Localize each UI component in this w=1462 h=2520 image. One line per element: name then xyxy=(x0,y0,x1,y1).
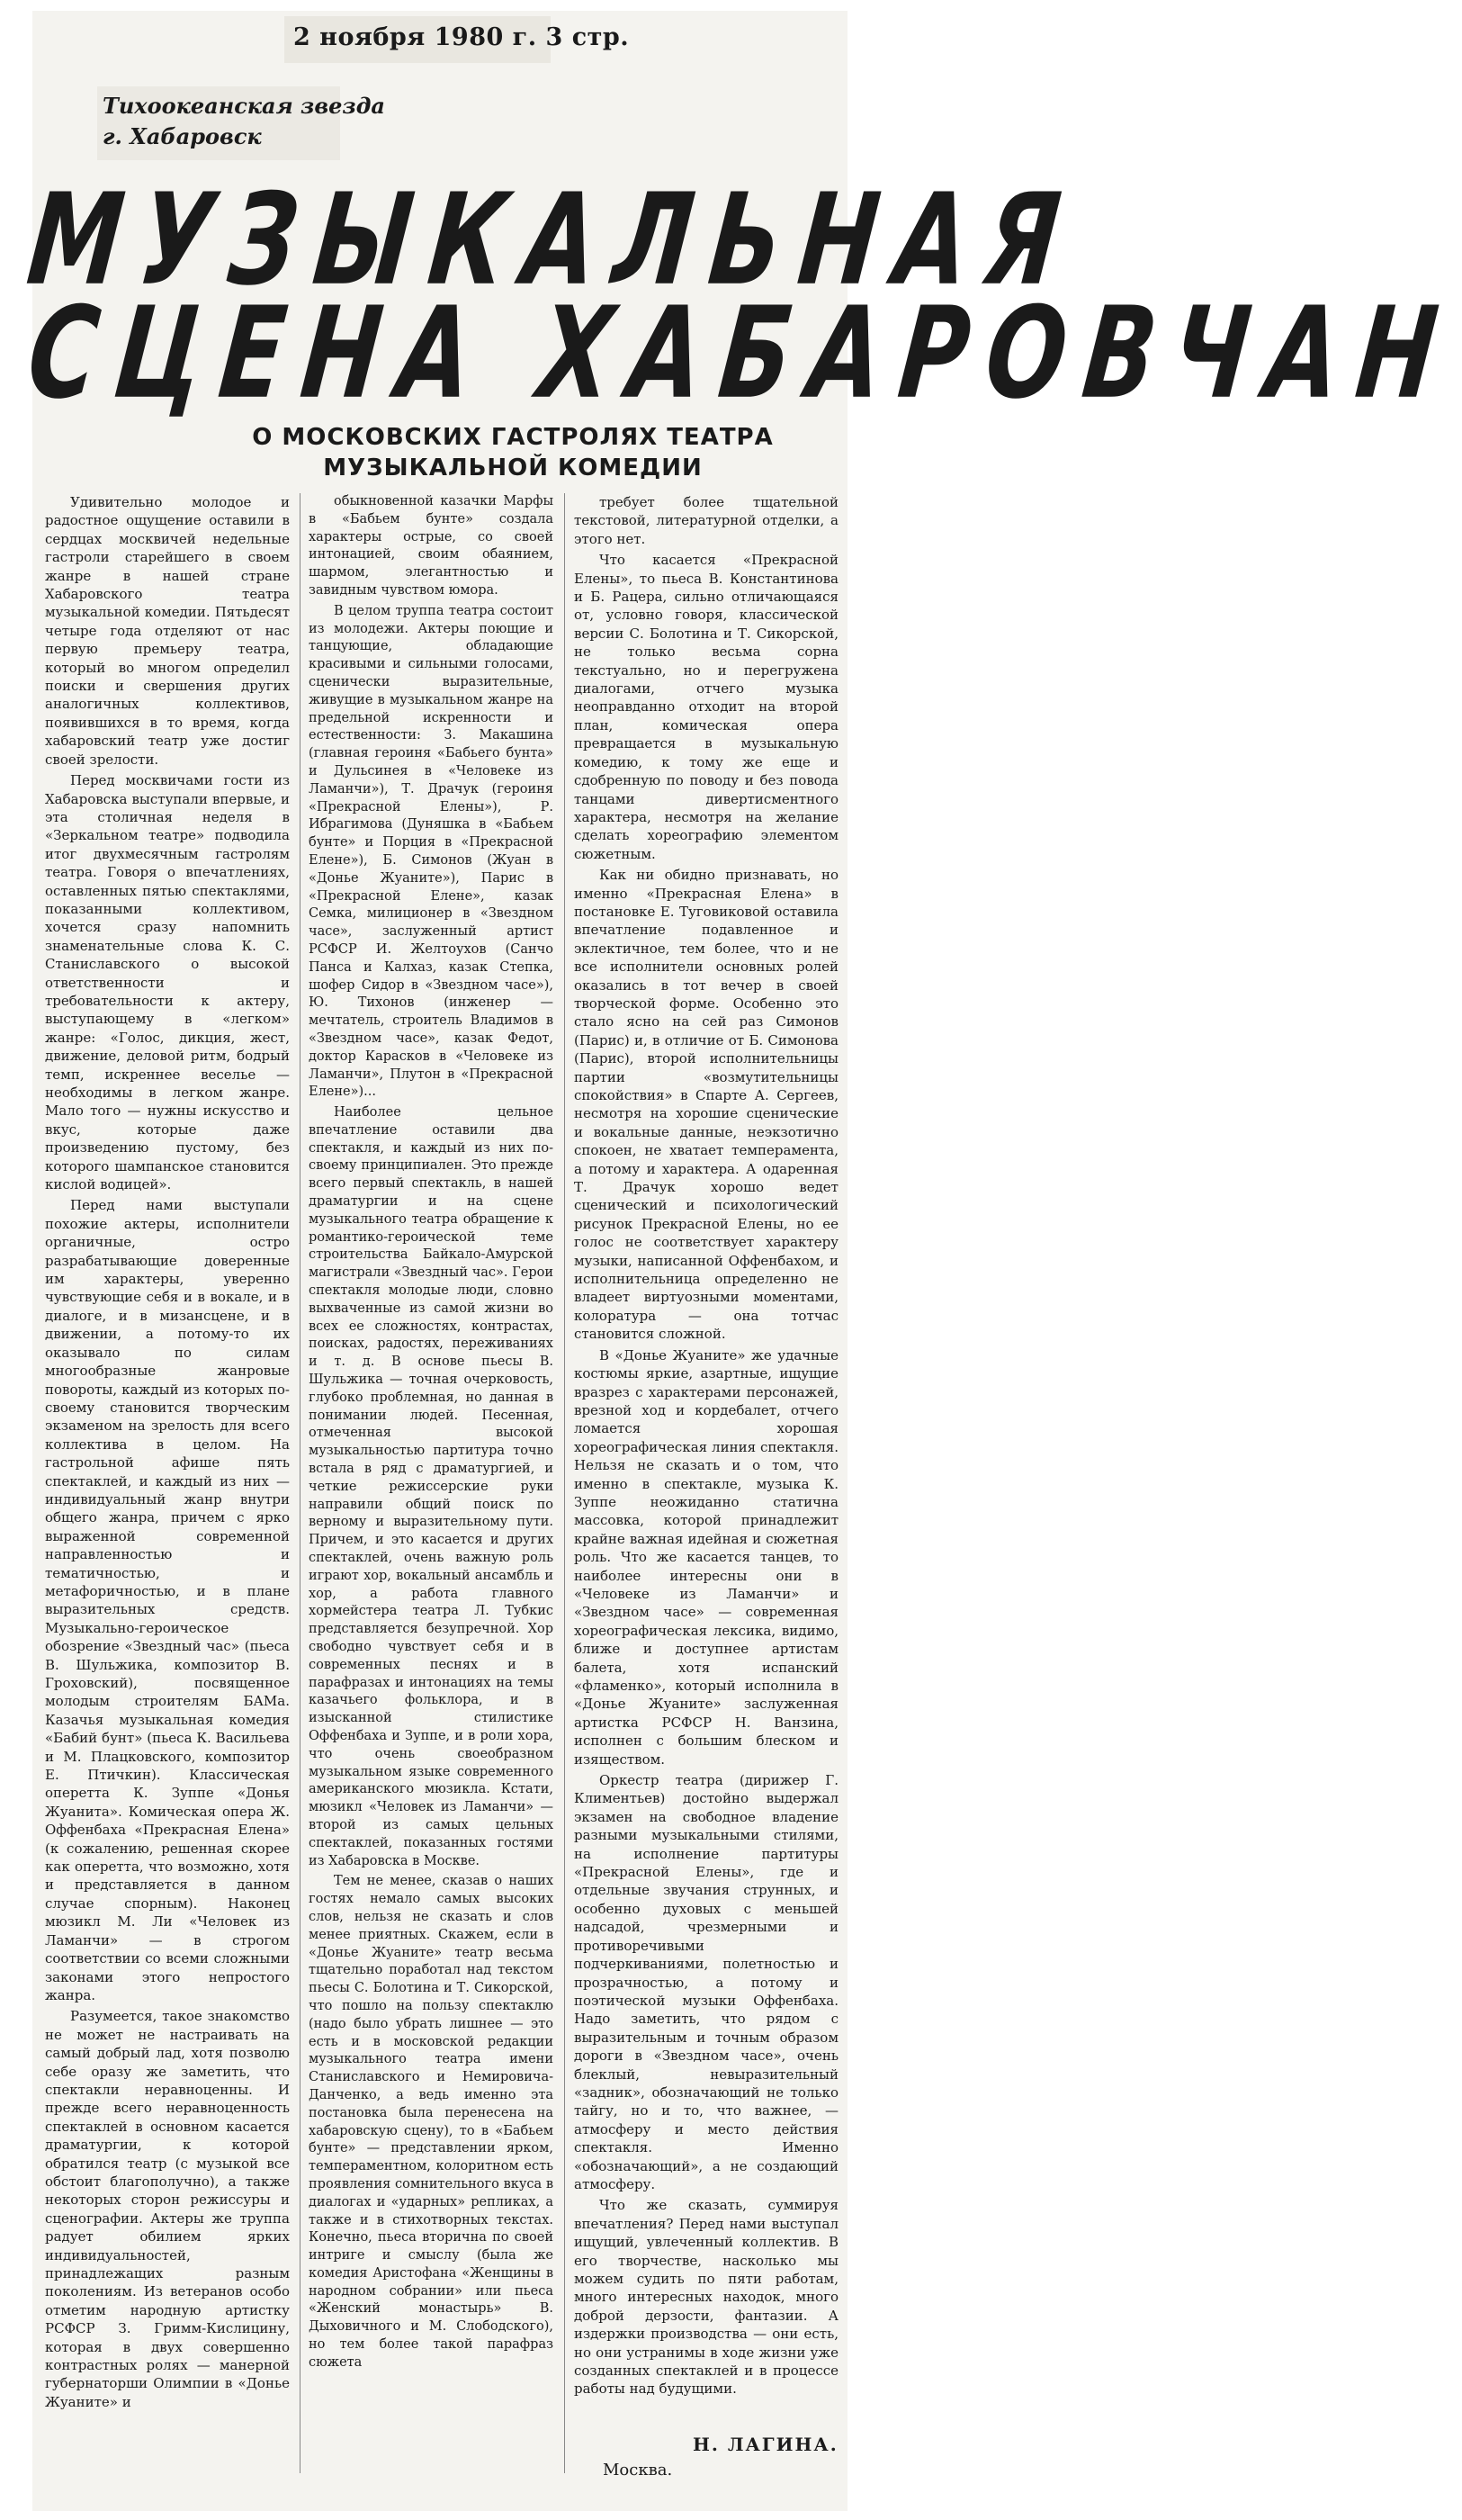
subtitle-line-1: О МОСКОВСКИХ ГАСТРОЛЯХ ТЕАТРА xyxy=(252,424,774,451)
paragraph: Что же сказать, суммируя впечатления? Перед нами выступал ищущий, увлеченный коллектив. В его творчестве, насколько мы можем судить по пяти работам, много интересных находок, много доброй дерзости, фантазии. А издержки производства — они есть, но они устранимы в ходе жизни уже созданных спектаклей и в процессе работы над будущими. xyxy=(574,2197,839,2398)
paragraph: В целом труппа театра состоит из молодежи. Актеры поющие и танцующие, обладающие красивыми и сильными голосами, сценически выразительные, живущие в музыкальном жанре на предельной искренности и естественности: З. Макашина (главная героиня «Бабьего бунта» и Дульсинея в «Человеке из Ламанчи»), Т. Драчук (героиня «Прекрасной Елены»), Р. Ибрагимова (Дуняшка в «Бабьем бунте» и Порция в «Прекрасной Елене»), Б. Симонов (Жуан в «Донье Жуаните»), Парис в «Прекрасной Елене», казак Семка, милиционер в «Звездном часе», заслуженный артист РСФСР И. Желтоухов (Санчо Панса и Калхаз, казак Степка, шофер Сидор в «Звездном часе»), Ю. Тихонов (инженер — мечтатель, строитель Владимов в «Звездном часе», казак Федот, доктор Карасков в «Человеке из Ламанчи», Плутон в «Прекрасной Елене»)... xyxy=(309,603,553,1100)
publication-date: 2 ноября 1980 г. 3 стр. xyxy=(293,23,630,51)
newspaper-city: г. Хабаровск xyxy=(103,123,262,149)
paragraph: Что касается «Прекрасной Елены», то пьеса В. Константинова и Б. Рацера, сильно отличающаяся от, условно говоря, классической версии С. Болотина и Т. Сикорской, не только весьма сорна текстуально, но и перегружена диалогами, отчего музыка неоправданно отходит на второй план, комическая опера превращается в музыкальную комедию, к тому же еще и сдобренную по поводу и без повода танцами дивертисментного характера, несмотря на желание сделать хореографию элементом сюжетным. xyxy=(574,552,839,862)
paragraph: Как ни обидно признавать, но именно «Прекрасная Елена» в постановке Е. Туговиковой оставила впечатление подавленное и эклектичное, тем более, что и не все исполнители основных ролей оказались в тот вечер в своей творческой форме. Особенно это стало ясно на сей раз Симонов (Парис) и, в отличие от Б. Симонова (Парис), второй исполнительницы партии «возмутительницы спокойствия» в Спарте А. Сергеев, несмотря на хорошие сценические и вокальные данные, неэкзотично спокоен, не хватает темперамента, а потому и характера. А одаренная Т. Драчук хорошо ведет сценический и психологический рисунок Прекрасной Елены, но ее голос не соответствует характеру музыки, написанной Оффенбахом, и исполнительница определенно не владеет виртуозными моментами, колоратура — она тотчас становится сложной. xyxy=(574,867,839,1343)
article-column-2 xyxy=(309,493,553,2375)
paragraph: обыкновенной казачки Марфы в «Бабьем бунте» создала характеры острые, со своей интонацией, своим обаянием, шармом, элегантностью и завидным чувством юмора. xyxy=(309,494,553,598)
subtitle-line-2: МУЗЫКАЛЬНОЙ КОМЕДИИ xyxy=(323,454,703,482)
author-signature: Н. ЛАГИНА. xyxy=(693,2434,839,2455)
paragraph: Удивительно молодое и радостное ощущение оставили в сердцах москвичей недельные гастроли старейшего в своем жанре в нашей стране Хабаровского театра музыкальной комедии. Пятьдесят четыре года отделяют от нас первую премьеру театра, который во многом определил поиски и свершения других аналогичных коллективов, появившихся в то время, когда хабаровский театр уже достиг своей зрелости. xyxy=(45,494,290,768)
paragraph: Тем не менее, сказав о наших гостях немало самых высоких слов, нельзя не сказать и слов менее приятных. Скажем, если в «Донье Жуаните» театр весьма тщательно поработал над текстом пьесы С. Болотина и Т. Сикорской, что пошло на пользу спектаклю (надо было убрать лишнее — это есть и в московской редакции музыкального театра имени Станиславского и Немировича-Данченко, а ведь именно эта постановка была перенесена на хабаровскую сцену), то в «Бабьем бунте» — представлении ярком, темпераментном, колоритном есть проявления сомнительного вкуса в диалогах и «ударных» репликах, а также и в стихотворных текстах. Конечно, пьеса вторична по своей интриге и смыслу (была же комедия Аристофана «Женщины в народном собрании» или пьеса «Женский монастырь» В. Дыховичного и М. Слободского), но тем более такой парафраз сюжета xyxy=(309,1874,553,2370)
author-city: Москва. xyxy=(603,2461,673,2480)
article-column-1 xyxy=(45,493,290,2414)
paragraph: Разумеется, такое знакомство не может не настраивать на самый добрый лад, хотя позволю себе оразу же заметить, что спектакли неравноценны. И прежде всего неравноценность спектаклей в основном касается драматургии, к которой обратился театр (с музыкой все обстоит благополучно), а также некоторых сторон режиссуры и сценографии. Актеры же труппа радует обилием ярких индивидуальностей, принадлежащих разным поколениям. Из ветеранов особо отметим народную артистку РСФСР З. Гримм-Кислицину, которая в двух совершенно контрастных ролях — манерной губернаторши Олимпии в «Донье Жуаните» и xyxy=(45,2008,290,2410)
headline-line-1: МУЗЫКАЛЬНАЯ xyxy=(21,165,1085,314)
paragraph: Оркестр театра (дирижер Г. Климентьев) достойно выдержал экзамен на свободное владение разными музыкальными стилями, на исполнение партитуры «Прекрасной Елены», где и отдельные звучания струнных, и особенно духовых с меньшей надсадой, чрезмерными и противоречивыми подчеркиваниями, полетностью и прозрачностью, а потому и поэтической музыки Оффенбаха. Надо заметить, что рядом с выразительным и точным образом дороги в «Звездном часе», очень блеклый, невыразительный «задник», обозначающий не только тайгу, но и то, что важнее, — атмосферу и место действия спектакля. Именно «обозначающий», а не создающий атмосферу. xyxy=(574,1772,839,2192)
paragraph: Перед москвичами гости из Хабаровска выступали впервые, и эта столичная неделя в «Зеркальном театре» подводила итог двухмесячным гастролям театра. Говоря о впечатлениях, оставленных пятью спектаклями, показанными коллективом, хочется сразу напомнить знаменательные слова К. С. Станиславского о высокой ответственности и требовательности к актеру, выступающему в «легком» жанре: «Голос, дикция, жест, движение, деловой ритм, бодрый темп, искреннее веселье — необходимы в легком жанре. Мало того — нужны искусство и вкус, которые даже произведению пустому, без которого шампанское становится кислой водицей». xyxy=(45,772,290,1193)
newspaper-name: Тихоокеанская звезда xyxy=(103,93,385,119)
headline-line-2: СЦЕНА ХАБАРОВЧАН xyxy=(21,278,1462,428)
paragraph: Наиболее цельное впечатление оставили два спектакля, и каждый из них по-своему принципиален. Это прежде всего первый спектакль, в нашей драматургии и на сцене музыкального театра обращение к романтико-героической теме строительства Байкало-Амурской магистрали «Звездный час». Герои спектакля молодые люди, словно выхваченные из самой жизни во всех ее сложностях, контрастах, поисках, радостях, переживаниях и т. д. В основе пьесы В. Шульжика — точная очерковость, глубоко проблемная, но данная в понимании людей. Песенная, отмеченная высокой музыкальностью партитура точно встала в ряд с драматургией, и четкие режиссерские руки направили общий поиск по верному и выразительному пути. Причем, и это касается и других спектаклей, очень важную роль играют хор, вокальный ансамбль и хор, а работа главного хормейстера театра Л. Тубкис представляется безупречной. Хор свободно чувствует себя и в современных песнях и в парафразах и интонациях на темы казачьего фольклора, и в изысканной стилистике Оффенбаха и Зуппе, и в роли хора, что очень своеобразном музыкальном языке современного американского мюзикла. Кстати, мюзикл «Человек из Ламанчи» — второй из самых цельных спектаклей, показанных гостями из Хабаровска в Москве. xyxy=(309,1105,554,1868)
paragraph: требует более тщательной текстовой, литературной отделки, а этого нет. xyxy=(574,494,839,547)
paragraph: В «Донье Жуаните» же удачные костюмы яркие, азартные, ищущие вразрез с характерами персонажей, врезной ход и кордебалет, отчего ломается хорошая хореографическая линия спектакля. Нельзя не сказать и о том, что именно в спектакле, музыка К. Зуппе неожиданно статична массовка, которой принадлежит крайне важная идейная и сюжетная роль. Что же касается танцев, то наиболее интересны они в «Человеке из Ламанчи» и «Звездном часе» — современная хореографическая лексика, видимо, ближе и доступнее артистам балета, хотя испанский «фламенко», который исполнила в «Донье Жуаните» заслуженная артистка РСФСР Н. Ванзина, исполнен с большим блеском и изяществом. xyxy=(574,1346,839,1768)
article-column-3 xyxy=(574,493,839,2401)
paragraph: Перед нами выступали похожие актеры, исполнители органичные, остро разрабатывающие доверенные им характеры, уверенно чувствующие себя и в вокале, и в диалоге, и в мизансцене, и в движении, а потому-то их оказывало по силам многообразные жанровые повороты, каждый из которых по-своему становится творческим экзаменом на зрелость для всего коллектива в целом. На гастрольной афише пять спектаклей, и каждый из них — индивидуальный жанр внутри общего жанра, причем с ярко выраженной современной направленностью и тематичностью, и метафоричностью, и в плане выразительных средств. Музыкально-героическое обозрение «Звездный час» (пьеса В. Шульжика, композитор В. Гроховский), посвященное молодым строителям БАМа. Казачья музыкальная комедия «Бабий бунт» (пьеса К. Васильева и М. Плацковского, композитор Е. Птичкин). Классическая оперетта К. Зуппе «Донья Жуанита». Комическая опера Ж. Оффенбаха «Прекрасная Елена» (к сожалению, решенная скорее как оперетта, что возможно, хотя и представляется в данном случае спорным). Наконец мюзикл М. Ли «Человек из Ламанчи» — в строгом соответствии со всеми сложными законами этого непростого жанра. xyxy=(45,1197,290,2003)
column-divider xyxy=(564,493,565,2473)
